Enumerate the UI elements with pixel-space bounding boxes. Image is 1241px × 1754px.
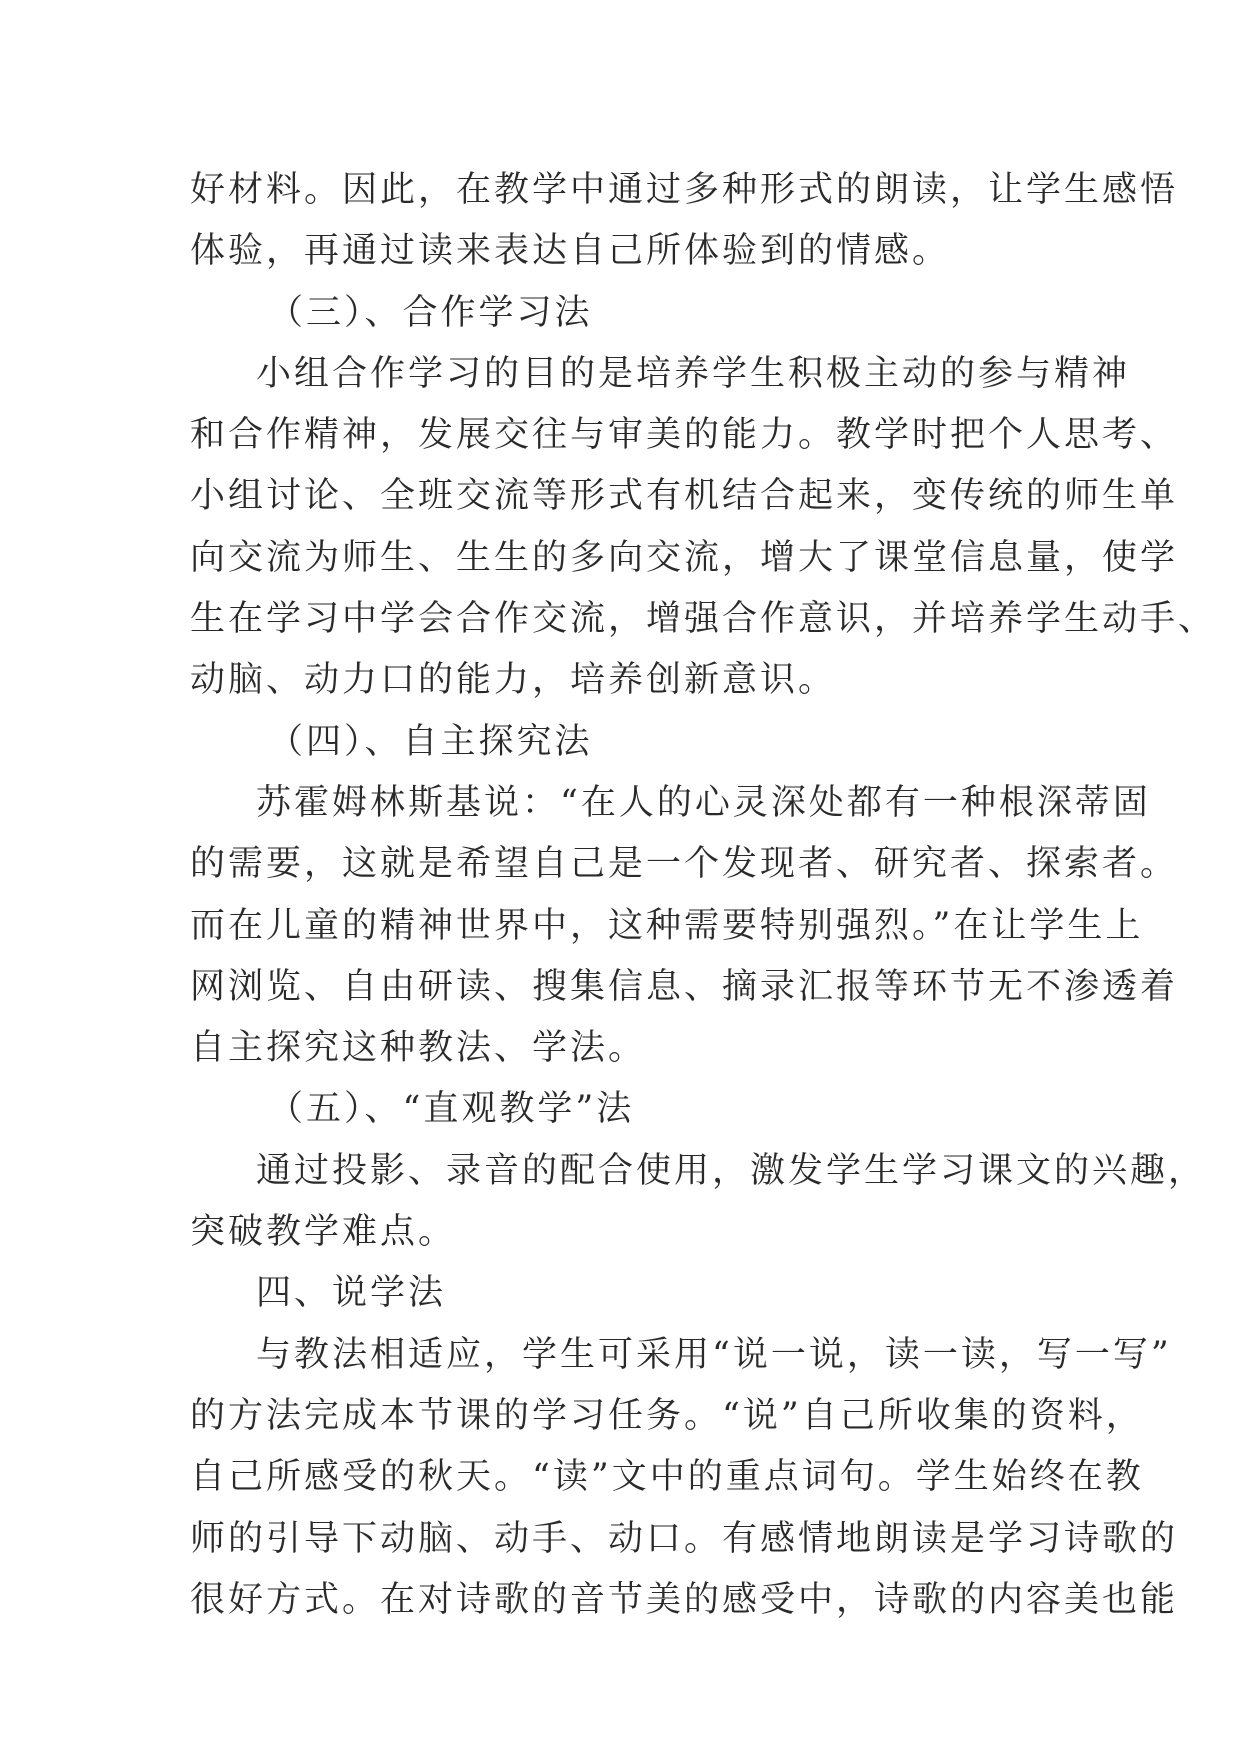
text-line: 很好方式。在对诗歌的音节美的感受中，诗歌的内容美也能 bbox=[190, 1579, 1179, 1620]
text-line: 小组讨论、全班交流等形式有机结合起来，变传统的师生单 bbox=[190, 476, 1179, 517]
text-line: 自主探究这种教法、学法。 bbox=[190, 1028, 647, 1069]
text-line: 突破教学难点。 bbox=[190, 1212, 457, 1253]
text-line: 自己所感受的秋天。“读”文中的重点词句。学生始终在教 bbox=[190, 1457, 1144, 1498]
text-line: 的需要，这就是希望自己是一个发现者、研究者、探索者。 bbox=[190, 844, 1179, 885]
section-heading: 四、说学法 bbox=[256, 1273, 447, 1314]
text-line: 和合作精神，发展交往与审美的能力。教学时把个人思考、 bbox=[190, 415, 1179, 456]
text-line: 好材料。因此，在教学中通过多种形式的朗读，让学生感悟 bbox=[190, 170, 1179, 210]
section-heading: （四）、自主探究法 bbox=[268, 721, 593, 762]
text-line: 的方法完成本节课的学习任务。“说”自己所收集的资料， bbox=[190, 1395, 1144, 1436]
text-line: 向交流为师生、生生的多向交流，增大了课堂信息量，使学 bbox=[190, 537, 1179, 578]
text-line: 师的引导下动脑、动手、动口。有感情地朗读是学习诗歌的 bbox=[190, 1518, 1179, 1559]
section-heading: （三）、合作学习法 bbox=[268, 292, 593, 333]
text-line: 网浏览、自由研读、搜集信息、摘录汇报等环节无不渗透着 bbox=[190, 966, 1179, 1007]
body-text bbox=[190, 160, 1217, 1631]
paragraph-start: 与教法相适应，学生可采用“说一说，读一读，写一写” bbox=[256, 1334, 1172, 1375]
paragraph-start: 通过投影、录音的配合使用，激发学生学习课文的兴趣， bbox=[256, 1150, 1207, 1191]
paragraph-start: 苏霍姆林斯基说：“在人的心灵深处都有一种根深蒂固 bbox=[256, 782, 1151, 823]
text-line: 体验，再通过读来表达自己所体验到的情感。 bbox=[190, 231, 951, 272]
text-line: 而在儿童的精神世界中，这种需要特别强烈。”在让学生上 bbox=[190, 905, 1144, 946]
section-heading: （五）、“直观教学”法 bbox=[268, 1089, 635, 1130]
text-line: 生在学习中学会合作交流，增强合作意识，并培养学生动手、 bbox=[190, 599, 1217, 640]
text-line: 动脑、动力口的能力，培养创新意识。 bbox=[190, 660, 837, 701]
paragraph-start: 小组合作学习的目的是培养学生积极主动的参与精神 bbox=[256, 353, 1131, 394]
